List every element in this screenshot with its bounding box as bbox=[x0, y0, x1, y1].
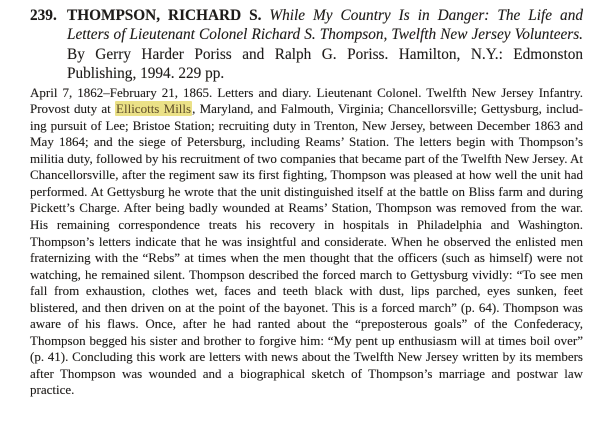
entry-author: THOMPSON, RICHARD S. bbox=[67, 7, 262, 24]
entry-annotation bbox=[30, 85, 583, 399]
entry-imprint: By Gerry Harder Poriss and Ralph G. Poriss. Hamilton, N.Y.: Edmonston Publishing, 1994. 229 pp. bbox=[67, 45, 583, 83]
search-highlight: Ellicotts Mills bbox=[116, 101, 192, 117]
annotation-text: April 7, 1862–February 21, 1865. Letters and diary. Lieutenant Colonel. Twelfth New Jersey Infantry. Provost duty at bbox=[30, 84, 583, 117]
entry-title: While My Country Is in Danger: The Life and Letters of Lieutenant Colonel Richard S. Thompson, Twelfth New Jersey Volunteers. bbox=[67, 7, 583, 44]
annotation-text-continued: , Maryland, and Falmouth, Virginia; Chancellorsville; Gettysburg, including pursuit of Lee; Bristoe Station; recruiting duty in Trenton, New Jersey, between December 1863 and May 1864; and the siege of Petersburg, including Reams’ Station. The letters begin with Thompson’s militia duty, followed by his recruitment of two companies that became part of the Twelfth New Jersey. At Chancellorsville, after the regiment saw its first fighting, Thompson was pleased at how well the unit had performed. At Gettysburg he wrote that the unit distinguished itself at the battle on Bliss farm and during Pickett’s Charge. After being badly wounded at Reams’ Station, Thompson was removed from the war. His remaining correspondence treats his recovery in hospitals in Philadelphia and Washington. Thompson’s letters indicate that he was insightful and considerate. When he observed the enlisted men fraternizing with the “Rebs” at times when the men thought that the officers (such as himself) were not watching, he remained silent. Thompson described the forced march to Gettysburg vividly: “To see men fall from exhaustion, clothes wet, faces and teeth black with dust, lips parched, eyes sunken, feet blistered, and then driven on at the point of the bayonet. This is a forced march” (p. 64). Thompson was aware of his flaws. Once, after he had ranted about the “preposterous goals” of the Confederacy, Thompson begged his sister and brother to forgive him: “My pent up enthusiasm will at times boil over” (p. 41). Concluding this work are letters with news about the Twelfth New Jersey written by its members after Thompson was wounded and a biographical sketch of Thompson’s marriage and postwar law practice. bbox=[30, 101, 583, 398]
bibliography-entry bbox=[30, 6, 583, 399]
entry-number: 239. bbox=[30, 7, 57, 24]
entry-heading bbox=[30, 6, 583, 84]
